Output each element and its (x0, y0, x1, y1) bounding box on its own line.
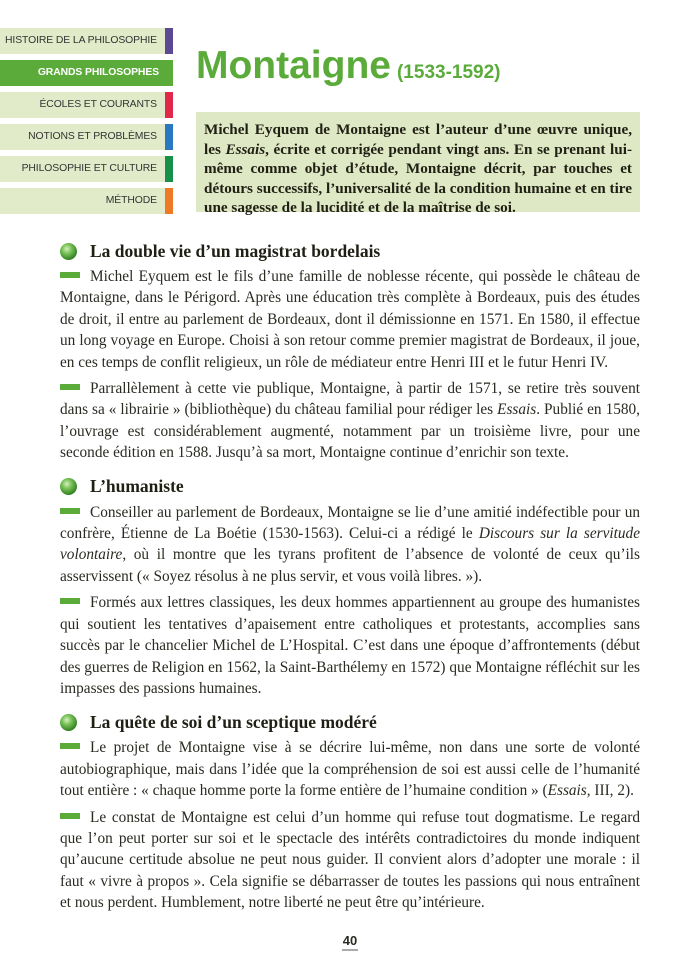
main-content (60, 238, 640, 924)
work-title: Essais (497, 401, 537, 419)
paragraph (60, 592, 640, 699)
text-run: Conseiller au parlement de Bordeaux, Montaigne se lie d’une amitié indéfectible pour un confrère, Étienne de La Boétie (1530-1563). Celui-ci a rédigé le (60, 503, 640, 543)
section-heading-text: La quête de soi d’un sceptique modéré (90, 711, 377, 732)
nav-item-philosophie-et-culture[interactable] (0, 156, 173, 182)
summary-box (196, 112, 640, 217)
nav-item-label: MÉTHODE (105, 195, 157, 206)
green-dash-marker-icon (60, 743, 80, 749)
green-ball-bullet-icon (60, 478, 77, 495)
work-title: Discours sur la servitude volontaire (60, 525, 640, 564)
nav-item-méthode[interactable] (0, 188, 173, 214)
work-title: Essais (547, 782, 587, 800)
section-heading-text: La double vie d’un magistrat bordelais (90, 240, 381, 261)
nav-item-notions-et-problèmes[interactable] (0, 124, 173, 150)
nav-item-label: HISTOIRE DE LA PHILOSOPHIE (5, 35, 157, 46)
content-section (60, 709, 640, 913)
text-run: Parrallèlement à cette vie publique, Montaigne, à partir de 1571, se retire très souvent dans sa « librairie » (bibliothèque) du château familial pour rédiger les (60, 380, 640, 419)
nav-item-grands-philosophes[interactable] (0, 60, 173, 86)
section-heading-text: L’humaniste (90, 476, 184, 497)
green-ball-bullet-icon (60, 714, 77, 731)
text-run: Le projet de Montaigne vise à se décrire lui-même, non dans une sorte de volonté autobiographique, mais dans l’idée que la compréhension de soi est aussi celle de l’humanité tout entière : « chaque homme porte la forme entière de l’humaine condition » ( (60, 739, 640, 800)
philosopher-dates: (1533-1592) (396, 62, 501, 84)
nav-color-bar (165, 188, 173, 214)
paragraph (60, 502, 640, 588)
text-run: Formés aux lettres classiques, les deux hommes appartiennent au groupe des humanistes qui soutient les tentatives d’apaisement entre catholiques et protestants, accomplies sans succès par le chancelier Michel de L’Hospital. C’est dans une époque d’affrontements (début des guerres de Religion en 1562, la Saint-Barthélemy en 1572) que Montaigne réfléchit sur les impasses des passions humaines. (60, 594, 640, 697)
content-section (60, 238, 640, 464)
nav-item-label: NOTIONS ET PROBLÈMES (28, 131, 157, 142)
nav-item-label: PHILOSOPHIE ET CULTURE (21, 163, 157, 174)
nav-color-bar (165, 92, 173, 118)
page-title (196, 44, 501, 88)
text-run: Le constat de Montaigne est celui d’un homme qui refuse tout dogmatisme. Le regard que l’on peut porter sur soi et le spectacle des intérêts contradictoires du monde indiquent qu’aucune certitude absolue ne peut nous guider. Il convient alors d’adopter une morale : il faut « vivre à propos ». Cela signifie se débarrasser de toutes les passions qui nous entraînent et nous perdent. Humblement, notre liberté ne peut être qu’intérieure. (60, 808, 640, 912)
nav-color-bar (165, 124, 173, 150)
nav-item-histoire-de-la-philosophie[interactable] (0, 28, 173, 54)
nav-item-label: GRANDS PHILOSOPHES (37, 67, 159, 78)
text-run: Michel Eyquem est le fils d’une famille de noblesse récente, qui possède le château de Montaigne, dans le Périgord. Après une éducation très complète à Bordeaux, puis des études de droit, il entre au parlement de Bordeaux, dont il démissionne en 1571. En 1580, il effectue un long voyage en Europe. Choisi à son retour comme premier magistrat de Bordeaux, il joue, en ces temps de conflit religieux, un rôle de médiateur entre Henri III et le futur Henri IV. (60, 268, 640, 371)
paragraph (60, 807, 640, 914)
text-run: Michel Eyquem de Montaigne est l’auteur d’une œuvre unique, les (204, 121, 632, 158)
nav-item-label: ÉCOLES ET COURANTS (39, 99, 157, 110)
text-run: , où il montre que les tyrans profitent de l’absence de volonté de ceux qu’ils asservissent (« Soyez résolus à ne plus servir, et vous voilà libres. »). (60, 546, 640, 585)
section-heading (60, 709, 640, 735)
section-heading (60, 238, 640, 264)
page-number (0, 933, 700, 948)
section-nav (0, 28, 173, 220)
paragraph (60, 378, 640, 464)
green-dash-marker-icon (60, 384, 80, 390)
work-title: Essais (225, 140, 266, 158)
green-dash-marker-icon (60, 508, 80, 514)
green-ball-bullet-icon (60, 243, 77, 260)
philosopher-name: Montaigne (196, 44, 391, 88)
text-run: , écrite et corrigée pendant vingt ans. En se prenant lui-même comme objet d’étude, Montaigne décrit, par touches et détours successifs, l’universalité de la condition humaine et en tire une sagesse de la lucidité et de la maîtrise de soi. (204, 140, 633, 217)
nav-item-écoles-et-courants[interactable] (0, 92, 173, 118)
content-section (60, 474, 640, 700)
page-number-text: 40 (342, 933, 358, 951)
paragraph (60, 266, 640, 373)
paragraph (60, 737, 640, 801)
section-heading (60, 474, 640, 500)
nav-color-bar (165, 28, 173, 54)
green-dash-marker-icon (60, 272, 80, 278)
text-run: , III, 2). (586, 782, 634, 800)
text-run: . Publié en 1580, l’ouvrage est considérablement augmenté, notamment par un troisième livre, pour une seconde édition en 1588. Jusqu’à sa mort, Montaigne continue d’enrichir son texte. (60, 401, 640, 462)
nav-color-bar (165, 156, 173, 182)
green-dash-marker-icon (60, 598, 80, 604)
green-dash-marker-icon (60, 813, 80, 819)
